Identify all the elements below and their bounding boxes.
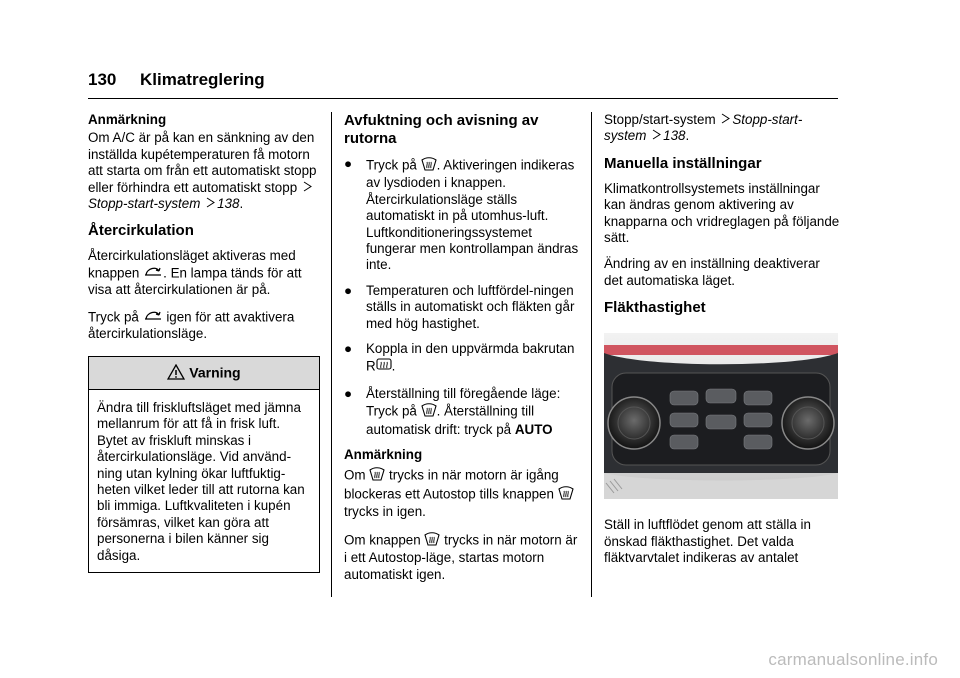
text: Tryck på — [366, 157, 417, 173]
warning-title: Varning — [189, 364, 241, 381]
continued-paragraph: Stopp/start-system Stopp-start-system 138. — [604, 112, 803, 144]
bullet: ● — [344, 385, 353, 401]
column-divider — [591, 112, 592, 597]
recirc-paragraph-1 — [88, 248, 320, 298]
column-2 — [344, 112, 580, 593]
note-title: Anmärkning — [344, 447, 423, 463]
text: Stopp/start-system — [604, 112, 716, 127]
text: Om knappen — [344, 531, 421, 547]
windshield-defrost-icon — [369, 466, 385, 485]
text: . En lampa tänds för att visa att återcirkulationen är på. — [88, 265, 302, 298]
header-rule — [88, 98, 838, 99]
text: trycks in när motorn är igång blockeras ett Autostop tills knappen — [344, 466, 559, 502]
cross-reference-link[interactable]: Stopp-start-system — [88, 196, 201, 212]
section-heading-defrost: Avfuktning och avisning av rutorna — [344, 112, 539, 147]
text: . Återställning till automatisk drift: tryck på — [366, 403, 535, 437]
note-title: Anmärkning — [88, 112, 167, 127]
list-item — [344, 156, 580, 274]
column-1 — [88, 112, 320, 573]
climate-control-panel-image — [604, 333, 838, 499]
ref-arrow-icon — [303, 180, 312, 196]
windshield-defrost-icon — [558, 485, 574, 504]
ref-arrow-icon — [721, 112, 730, 128]
chapter-title: Klimatreglering — [140, 70, 265, 89]
instruction-list — [344, 156, 580, 438]
text: . — [391, 358, 396, 374]
list-item — [344, 386, 580, 438]
ref-arrow-icon — [206, 196, 215, 212]
note-paragraph — [344, 466, 580, 521]
windshield-defrost-icon — [421, 402, 437, 421]
windshield-defrost-icon — [421, 156, 437, 175]
windshield-defrost-icon — [424, 531, 440, 550]
page-number: 130 — [88, 70, 117, 89]
recirculation-icon — [143, 309, 163, 326]
text: Koppla in den uppvärmda bakrutan R — [366, 341, 575, 374]
watermark: carmanualsonline.info — [768, 650, 938, 669]
cross-reference-page[interactable]: 138 — [217, 196, 240, 212]
cross-reference-link[interactable]: Stopp-start-system — [604, 112, 803, 144]
warning-box — [88, 356, 320, 572]
text: trycks in igen. — [344, 504, 426, 520]
manual-paragraph-1: Klimatkontrollsystemets inställningar kan ändras genom aktivering av knapparna och vridreglagen på följande sätt. — [604, 180, 840, 246]
bullet: ● — [344, 156, 353, 171]
bullet: ● — [344, 282, 353, 298]
text: trycks in när motorn är i ett Autostop-läge, startas motorn automatiskt igen. — [344, 531, 578, 582]
column-3 — [604, 112, 840, 576]
list-item — [344, 341, 580, 377]
warning-header — [89, 357, 319, 389]
warning-triangle-icon — [167, 364, 185, 383]
recirculation-icon — [143, 265, 163, 282]
section-heading-fan: Fläkthastighet — [604, 299, 706, 317]
text: Återcirkulationsläget aktiveras med knappen — [88, 248, 296, 281]
bullet: ● — [344, 341, 353, 357]
fan-paragraph: Ställ in luftflödet genom att ställa in önskad fläkthastighet. Det valda fläktvarvtalet indikeras av antalet — [604, 517, 811, 566]
rear-window-defrost-icon — [376, 357, 392, 376]
recirc-paragraph-2 — [88, 309, 320, 343]
manual-paragraph-2: Ändring av en inställning deaktiverar det automatiska läget. — [604, 256, 820, 288]
text: Om — [344, 466, 366, 482]
section-heading-manual: Manuella inställningar — [604, 154, 762, 172]
text: Tryck på — [88, 308, 139, 324]
page-header — [88, 70, 838, 98]
note-text: Om A/C är på kan en sänkning av den inställda kupétemperaturen få motorn att starta om från ett automatiskt stopp eller förhindra ett automatiskt stopp — [88, 130, 317, 195]
ref-arrow-icon — [652, 128, 661, 144]
text: Temperaturen och luftfördel-ningen ställs in automatiskt och fläkten går med hög hastighet. — [366, 282, 575, 331]
text: Återställning till föregående läge: Tryck på — [366, 385, 561, 419]
text: . Aktiveringen indikeras av lysdioden i knappen. Återcirkulationsläge ställs automatiskt in på utomhus-luft. Luftkonditioneringssystemet fungerar men kontrollampan ändras inte. — [366, 157, 579, 273]
warning-text: Ändra till friskluftsläget med jämna mellanrum för att få in frisk luft. Bytet av friskluft minskas i återcirkulationsläge. Vid använd-ning utan kylning ökar luftfuktig-heten vilket leder till att rutorna kan bli immiga. Luftkvaliteten i kupén försämras, vilket kan göra att personerna i bilen känner sig dåsiga. — [97, 399, 305, 563]
list-item — [344, 283, 580, 332]
column-divider — [331, 112, 332, 597]
auto-label: AUTO — [514, 421, 553, 437]
cross-reference-page[interactable]: 138 — [663, 128, 686, 144]
text: igen för att avaktivera återcirkulationsläge. — [88, 308, 295, 342]
note-paragraph — [344, 531, 580, 583]
note-paragraph: Om A/C är på kan en sänkning av den inställda kupétemperaturen få motorn att starta om från ett automatiskt stopp eller förhindra ett automatiskt stopp Stopp-start-system 138. — [88, 130, 317, 212]
section-heading-recirculation: Återcirkulation — [88, 222, 194, 240]
